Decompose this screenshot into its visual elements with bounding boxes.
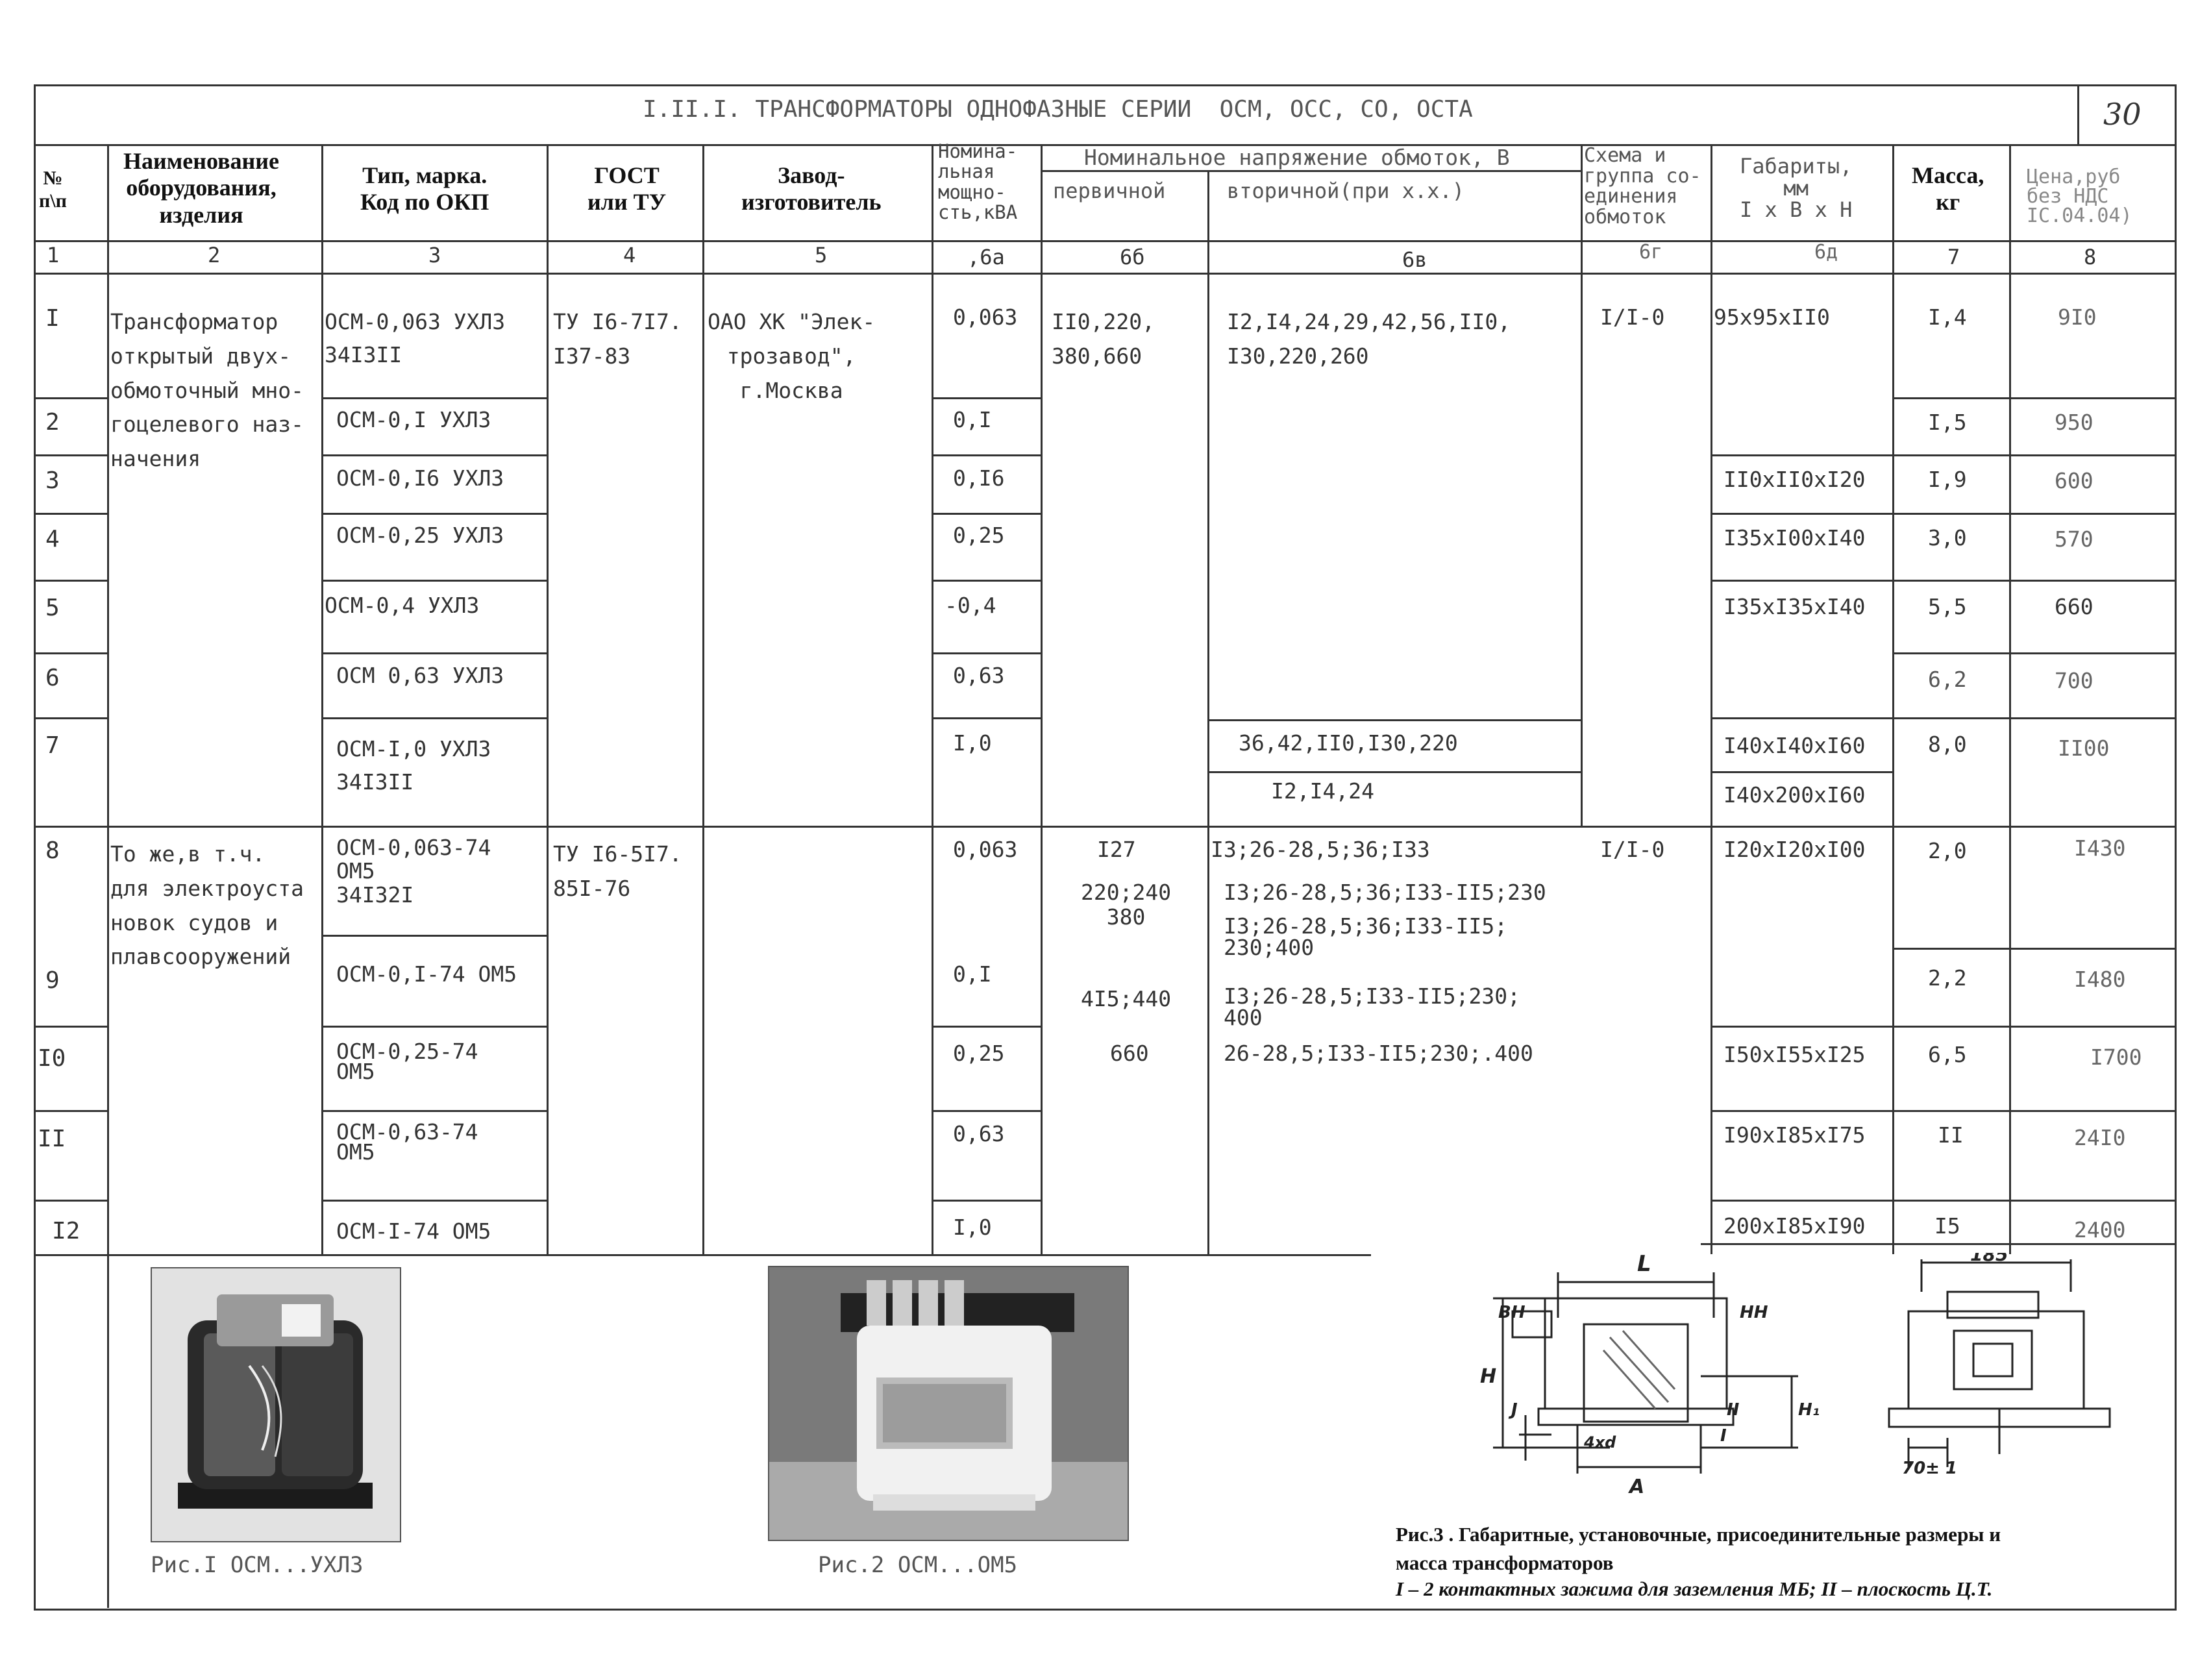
group1-primary: II0,220, 380,660 bbox=[1052, 309, 1155, 369]
header-name: Наименование оборудования, изделия bbox=[123, 148, 279, 228]
colnum-6g: 6г bbox=[1639, 241, 1663, 264]
row-dims: I35хI00хI40 bbox=[1723, 525, 1866, 550]
row-dims: II0хII0хI20 bbox=[1723, 467, 1866, 492]
row-type: ОСМ-0,I УХЛ3 bbox=[336, 407, 491, 432]
colnum-6d: 6д bbox=[1814, 241, 1838, 264]
row-number: 9 bbox=[45, 967, 60, 994]
row-type: ОСМ 0,63 УХЛ3 bbox=[336, 663, 504, 688]
colnum-7: 7 bbox=[1947, 245, 1960, 269]
label-i: I bbox=[1720, 1426, 1727, 1446]
row-price: 600 bbox=[2055, 468, 2094, 493]
row-dims: I50хI55хI25 bbox=[1723, 1042, 1866, 1067]
group2-secondary-2: I3;26-28,5;36;I33-II5;230 bbox=[1224, 880, 1546, 905]
row-secondary-1: 36,42,II0,I30,220 bbox=[1239, 730, 1458, 756]
row-dims: I35хI35хI40 bbox=[1723, 594, 1866, 619]
row-dims: I90хI85хI75 bbox=[1723, 1122, 1866, 1148]
label-a: A bbox=[1629, 1476, 1645, 1498]
row-mass: 3,0 bbox=[1928, 525, 1967, 550]
group2-primary-2: 220;240 380 bbox=[1081, 880, 1172, 930]
row-price: 2400 bbox=[2074, 1217, 2126, 1242]
label-h: H bbox=[1480, 1365, 1497, 1388]
colnum-6v: 6в bbox=[1402, 247, 1427, 272]
header-secondary: вторичной(при х.х.) bbox=[1227, 179, 1465, 203]
row-price: I430 bbox=[2074, 835, 2126, 861]
group1-secondary: I2,I4,24,29,42,56,II0, I30,220,260 bbox=[1227, 309, 1511, 369]
header-num: № п\п bbox=[39, 167, 67, 212]
figure-3-caption-1: Рис.3 . Габаритные, установочные, присоединительные размеры и bbox=[1396, 1523, 2001, 1546]
row-dims: I40хI40хI60 bbox=[1723, 733, 1866, 758]
label-4xd: 4хd bbox=[1584, 1433, 1616, 1451]
row-price: 950 bbox=[2055, 410, 2094, 435]
row-type: ОСМ-0,63-74 ОМ5 bbox=[336, 1119, 478, 1165]
group2-secondary-3: I3;26-28,5;36;I33-II5; 230;400 bbox=[1224, 913, 1508, 960]
row-type: ОСМ-0,25 УХЛ3 bbox=[336, 523, 504, 548]
header-mass: Масса, кг bbox=[1912, 162, 1984, 216]
page-title: I.II.I. ТРАНСФОРМАТОРЫ ОДНОФАЗНЫЕ СЕРИИ ОСМ, ОСС, СО, ОСТА bbox=[643, 96, 1473, 123]
row-type: ОСМ-I,0 УХЛ3 34I3II bbox=[336, 736, 491, 795]
row-power: 0,I6 bbox=[953, 465, 1005, 491]
group1-scheme: I/I-0 bbox=[1600, 304, 1665, 330]
header-type: Тип, марка. Код по ОКП bbox=[360, 162, 489, 216]
row-price: I700 bbox=[2090, 1044, 2142, 1070]
row-number: 6 bbox=[45, 665, 60, 691]
dim-185-label: 185 bbox=[1970, 1253, 2008, 1265]
row-number: 2 bbox=[45, 409, 60, 436]
row-mass: I,4 bbox=[1928, 304, 1967, 330]
transformer-photo-1 bbox=[151, 1267, 401, 1542]
label-j: J bbox=[1511, 1400, 1518, 1420]
group2-secondary-5: 26-28,5;I33-II5;230;.400 bbox=[1224, 1041, 1533, 1066]
header-gost: ГОСТ или ТУ bbox=[587, 162, 667, 216]
figure-3-caption-3: I – 2 контактных зажима для заземления МБ; II – плоскость Ц.Т. bbox=[1396, 1577, 1993, 1600]
row-mass: 6,5 bbox=[1928, 1042, 1967, 1067]
figure-2-caption: Рис.2 ОСМ...ОМ5 bbox=[818, 1552, 1018, 1578]
row-type: ОСМ-0,I6 УХЛ3 bbox=[336, 465, 504, 491]
row-type: ОСМ-0,I-74 ОМ5 bbox=[336, 961, 517, 987]
dimension-drawing bbox=[1454, 1253, 2168, 1513]
row-type: ОСМ-0,063 УХЛ3 34I3II bbox=[325, 309, 506, 368]
row-type: ОСМ-0,063-74 ОМ5 34I32I bbox=[336, 835, 491, 908]
row-power: I,0 bbox=[953, 730, 992, 756]
row-power: 0,I bbox=[953, 407, 992, 432]
colnum-6a: ,6а bbox=[967, 245, 1005, 269]
group1-gost: ТУ I6-7I7. I37-83 bbox=[553, 309, 682, 369]
figure-3-caption-2: масса трансформаторов bbox=[1396, 1551, 1614, 1574]
row-number: I0 bbox=[38, 1045, 66, 1072]
group2-name: То же,в т.ч. для электроуста новок судов и плавсооружений bbox=[110, 841, 304, 970]
label-h1: H₁ bbox=[1798, 1400, 1820, 1420]
group1-plant: ОАО ХК "Элек- трозавод", г.Москва bbox=[708, 309, 876, 403]
colnum-3: 3 bbox=[428, 243, 441, 267]
row-number: 5 bbox=[45, 595, 60, 621]
row-price: 660 bbox=[2055, 594, 2094, 619]
row-price: II00 bbox=[2058, 735, 2110, 761]
row-power: 0,25 bbox=[953, 1041, 1005, 1066]
row-dims: 200хI85хI90 bbox=[1723, 1213, 1866, 1239]
row-number: 8 bbox=[45, 837, 60, 864]
row-mass: 8,0 bbox=[1928, 732, 1967, 757]
row-power: 0,63 bbox=[953, 663, 1005, 688]
colnum-6b: 6б bbox=[1120, 245, 1145, 269]
row-mass: I5 bbox=[1934, 1213, 1960, 1239]
row-price: 24I0 bbox=[2074, 1125, 2126, 1150]
colnum-1: 1 bbox=[47, 243, 60, 267]
colnum-2: 2 bbox=[208, 243, 221, 267]
row-number: 4 bbox=[45, 526, 60, 552]
row-power: 0,63 bbox=[953, 1121, 1005, 1146]
header-primary: первичной bbox=[1053, 179, 1166, 203]
row-number: I2 bbox=[52, 1218, 80, 1244]
row-number: 7 bbox=[45, 732, 60, 759]
header-price: Цена,руб без НДС IC.04.04) bbox=[2027, 166, 2132, 227]
row-number: I bbox=[45, 305, 60, 332]
group2-secondary-4: I3;26-28,5;I33-II5;230; 400 bbox=[1224, 983, 1520, 1030]
row-price: 700 bbox=[2055, 668, 2094, 693]
colnum-5: 5 bbox=[815, 243, 828, 267]
row-mass: 2,0 bbox=[1928, 838, 1967, 863]
row-number: II bbox=[38, 1126, 66, 1152]
row-power: -0,4 bbox=[945, 593, 996, 618]
figure-1-caption: Рис.I ОСМ...УХЛ3 bbox=[151, 1552, 364, 1578]
label-vn: ВН bbox=[1498, 1303, 1525, 1322]
row-number: 3 bbox=[45, 467, 60, 494]
transformer-photo-2 bbox=[768, 1266, 1129, 1541]
row-type: ОСМ-0,4 УХЛ3 bbox=[325, 593, 480, 618]
group2-primary-4: 660 bbox=[1110, 1041, 1149, 1066]
row-type: ОСМ-0,25-74 ОМ5 bbox=[336, 1039, 478, 1085]
row-dims: 95х95хII0 bbox=[1714, 304, 1830, 330]
row-dims: I20хI20хI00 bbox=[1723, 837, 1866, 862]
row-mass: II bbox=[1938, 1122, 1964, 1148]
header-power: Номина- льная мощно- сть,кВА bbox=[938, 140, 1018, 223]
row-power: 0,063 bbox=[953, 304, 1018, 330]
group2-scheme: I/I-0 bbox=[1600, 837, 1665, 862]
label-nn: НН bbox=[1740, 1303, 1768, 1322]
row-type: ОСМ-I-74 ОМ5 bbox=[336, 1218, 491, 1244]
row-price: 570 bbox=[2055, 526, 2094, 552]
row-price: I480 bbox=[2074, 967, 2126, 992]
row-dims-2: I40х200хI60 bbox=[1723, 782, 1866, 808]
row-power: 0,063 bbox=[953, 837, 1018, 862]
row-secondary-2: I2,I4,24 bbox=[1271, 778, 1374, 804]
header-plant: Завод- изготовитель bbox=[741, 162, 882, 216]
page-number: 30 bbox=[2103, 97, 2142, 132]
row-price: 9I0 bbox=[2058, 304, 2097, 330]
row-mass: 5,5 bbox=[1928, 594, 1967, 619]
row-power: 0,I bbox=[953, 961, 992, 987]
row-mass: 6,2 bbox=[1928, 667, 1967, 692]
dim-L-label: L bbox=[1637, 1253, 1651, 1277]
colnum-8: 8 bbox=[2084, 245, 2097, 269]
header-dims: Габариты, мм I х В х Н bbox=[1740, 154, 1853, 223]
header-scheme: Схема и группа со- единения обмоток bbox=[1584, 144, 1701, 229]
header-voltage-group: Номинальное напряжение обмоток, В bbox=[1084, 145, 1510, 170]
colnum-4: 4 bbox=[623, 243, 636, 267]
row-power: 0,25 bbox=[953, 523, 1005, 548]
row-power: I,0 bbox=[953, 1215, 992, 1240]
group2-secondary-1: I3;26-28,5;36;I33 bbox=[1211, 837, 1430, 862]
group2-primary-3: 4I5;440 bbox=[1081, 986, 1172, 1011]
label-ii: II bbox=[1727, 1400, 1740, 1420]
row-mass: 2,2 bbox=[1928, 965, 1967, 991]
row-mass: I,5 bbox=[1928, 410, 1967, 435]
row-mass: I,9 bbox=[1928, 467, 1967, 492]
group2-primary-1: I27 bbox=[1097, 837, 1136, 862]
group1-name: Трансформатор открытый двух- обмоточный мно- гоцелевого наз- начения bbox=[110, 309, 304, 472]
group2-gost: ТУ I6-5I7. 85I-76 bbox=[553, 841, 682, 901]
label-70: 70± 1 bbox=[1902, 1459, 1958, 1478]
